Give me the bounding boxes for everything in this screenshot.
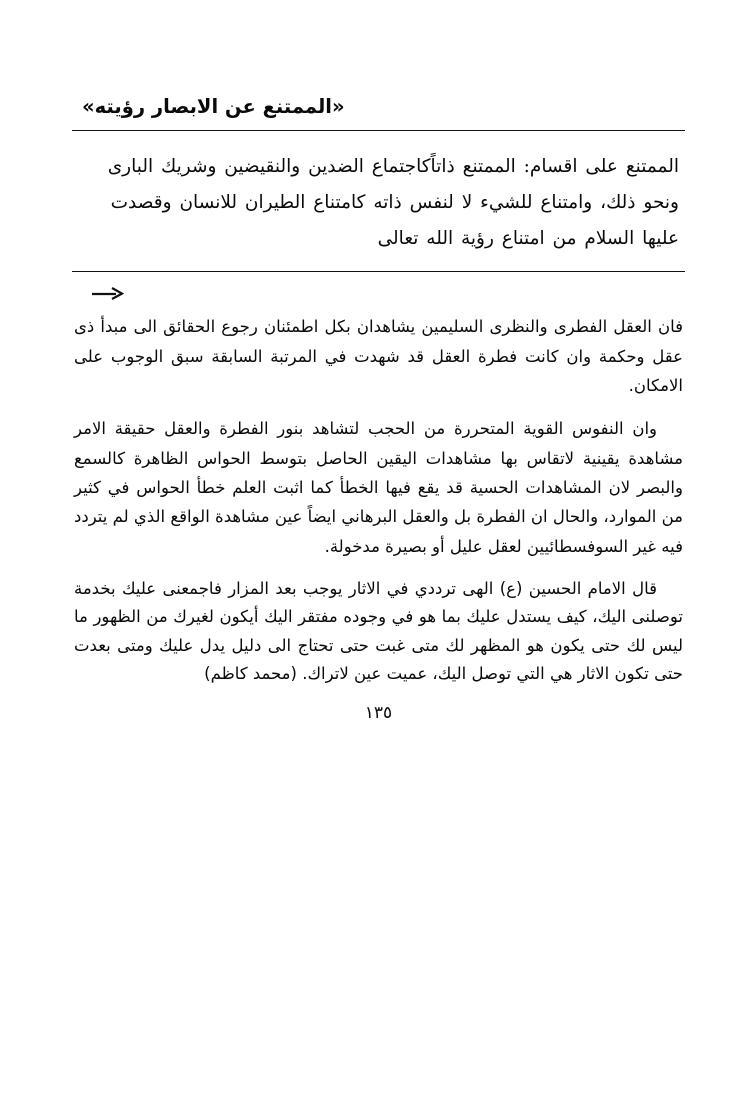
divider-top: [72, 130, 685, 131]
divider-middle: [72, 271, 685, 272]
arrow-row: [72, 282, 685, 304]
paragraph-3: قال الامام الحسين (ع) الهى ترددي في الاثار يوجب بعد المزار فاجمعنى عليك بخدمة توصلنى اليك، كيف يستدل عليك بما هو في وجوده مفتقر اليك أيكون لغيرك من الظهور ما ليس لك حتى يكون هو المظهر لك متى غبت حتى تحتاج الى دليل يدل عليك ومتى بعدت حتى تكون الاثار هي التي توصل اليك، عميت عين لاتراك. (محمد كاظم): [74, 579, 683, 684]
paragraph-2: وان النفوس القوية المتحررة من الحجب لتشاهد بنور الفطرة والعقل حقيقة الامر مشاهدة يقينية لاتقاس بها مشاهدات اليقين الحاصل بتوسط الحواس الظاهرة كالسمع والبصر لان المشاهدات الحسية قد يقع فيها الخطأ كما اثبت العلم خطأ الحواس في كثير من الموارد، والحال ان الفطرة بل والعقل البرهاني ايضاً عين مشاهدة الواقع الذي لم يتردد فيه غير السوفسطائيين لعقل عليل أو بصيرة مدخولة.: [74, 419, 683, 556]
quote-block: الممتنع على اقسام: الممتنع ذاتاًكاجتماع الضدين والنقيضين وشريك البارى ونحو ذلك، وامتناع للشيء لا لنفس ذاته كامتناع الطيران للانسان وقصدت عليها السلام من امتناع رؤية الله تعالى: [107, 156, 679, 250]
right-arrow-icon: [90, 282, 124, 301]
page-title: «الممتنع عن الابصار رؤيته»: [82, 95, 345, 118]
paragraph-1: فان العقل الفطرى والنظرى السليمين يشاهدان بكل اطمئنان رجوع الحقائق الى مبدأ ذى عقل وحكمة وان كانت فطرة العقل قد شهدت في المرتبة السابقة سبق الوجوب على الامكان.: [74, 317, 683, 395]
page-number: ١٣٥: [364, 702, 393, 723]
